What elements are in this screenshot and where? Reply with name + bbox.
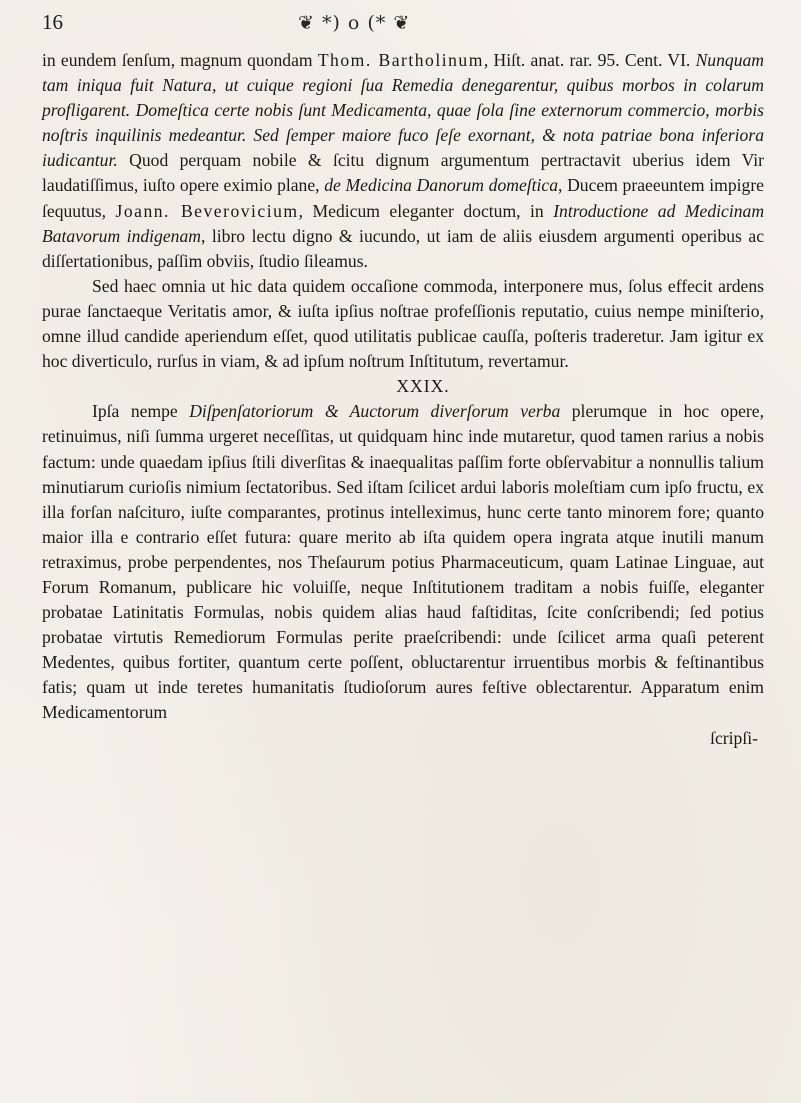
text-run: Ipſa nempe [92, 401, 190, 422]
page-number: 16 [42, 10, 63, 34]
running-header [42, 10, 764, 38]
text-run: , Medicum eleganter doctum, in [298, 200, 554, 221]
emphasis: Diſpenſatoriorum & Auctorum diverſorum verba [189, 401, 561, 422]
author-name-bartholinus: Thom. Bartholinum [317, 50, 484, 70]
quotation: Nunquam tam iniqua fuit Natura, ut cuique regioni ſua Remedia denegarentur, quibus morbos in colarum profligarent. Domeſtica certe nobis ſunt Medicamenta, quae ſola ſine externorum commercio, morbis noſtris inquilinis medeantur. Sed ſemper maiore fuco ſeſe exornant, & nota patriae bona inferiora iudicantur. [42, 50, 764, 171]
section-heading: XXIX. [396, 376, 450, 397]
paragraph-3 [42, 399, 764, 725]
body-text [42, 48, 764, 751]
author-name-beverovicius: Joann. Beverovicium [115, 200, 299, 221]
text-run: , Hiſt. anat. rar. 95. Cent. VI. [483, 50, 696, 70]
paragraph-1 [42, 48, 764, 274]
text-run: in eundem ſenſum, magnum quondam [42, 50, 318, 70]
catchword: ſcripſi- [710, 727, 758, 748]
work-title: Introductione ad Medicinam Batavorum indigenam [42, 200, 765, 246]
header-ornament: ❦ *) o (* ❦ [298, 12, 411, 34]
text-run: , libro lectu digno & iucundo, ut iam de aliis eiusdem argumenti operibus ac diſſertationibus, paſſim obviis, ſtudio ſileamus. [42, 225, 764, 271]
text-run: Quod perquam nobile & ſcitu dignum argumentum pertractavit uberius idem Vir laudatiſſimus, iuſto opere eximio plane, [42, 150, 764, 196]
text-run: plerumque in hoc opere, retinuimus, niſi ſumma urgeret neceſſitas, ut quidquam hinc inde mutaretur, quod tamen rarius a nobis factum: unde quaedam ipſius ſtili diverſitas & inaequalitas paſſim forte obſervabitur a nonnullis talium minutiarum curioſis nimium ſectatoribus. Sed iſtam ſcilicet ardui laboris moleſtiam cum ipſo fructu, ex illa forſan naſcituro, iuſte comparantes, protinus intelleximus, hunc certe tanto minorem fore; quanto maior illa e contrario eſſet futura: quare merito ab iſta quidem opera ingrata atque inutili manum retraximus, probe perpendentes, nos Theſaurum potius Pharmaceuticum, quam Latinae Linguae, aut Forum Romanum, publicare hic voluiſſe, neque Inſtitutionem traditam a nobis fuiſſe, eleganter probatae Latinitatis Formulas, nobis quidem alias haud faſtiditas, ſcite conſcribendi; ſed potius probatae virtutis Remediorum Formulas perite praeſcribendi: unde ſcilicet arma quaſi peterent Medentes, quibus fortiter, quantum certe poſſent, obluctarentur irruentibus morbis & feſtinantibus fatis; quam ut inde teretes humanitatis ſtudioſorum aures feſtive oblectarentur. Apparatum enim Medicamentorum [42, 401, 765, 723]
text-run: , Ducem praeeuntem impigre ſequutus, [42, 175, 764, 221]
work-title: de Medicina Danorum domeſtica [324, 175, 559, 196]
paragraph-2: Sed haec omnia ut hic data quidem occaſione commoda, interponere mus, ſolus effecit ardens purae ſanctaeque Veritatis amor, & iuſta ipſius noſtrae profeſſionis reputatio, cuius nempe miniſterio, omne illud candide aperiendum eſſet, quod utilitatis publicae cauſſa, poſteris traderetur. Jam igitur ex hoc diverticulo, rurſus in viam, & ad ipſum noſtrum Inſtitutum, revertamur. [42, 275, 764, 372]
